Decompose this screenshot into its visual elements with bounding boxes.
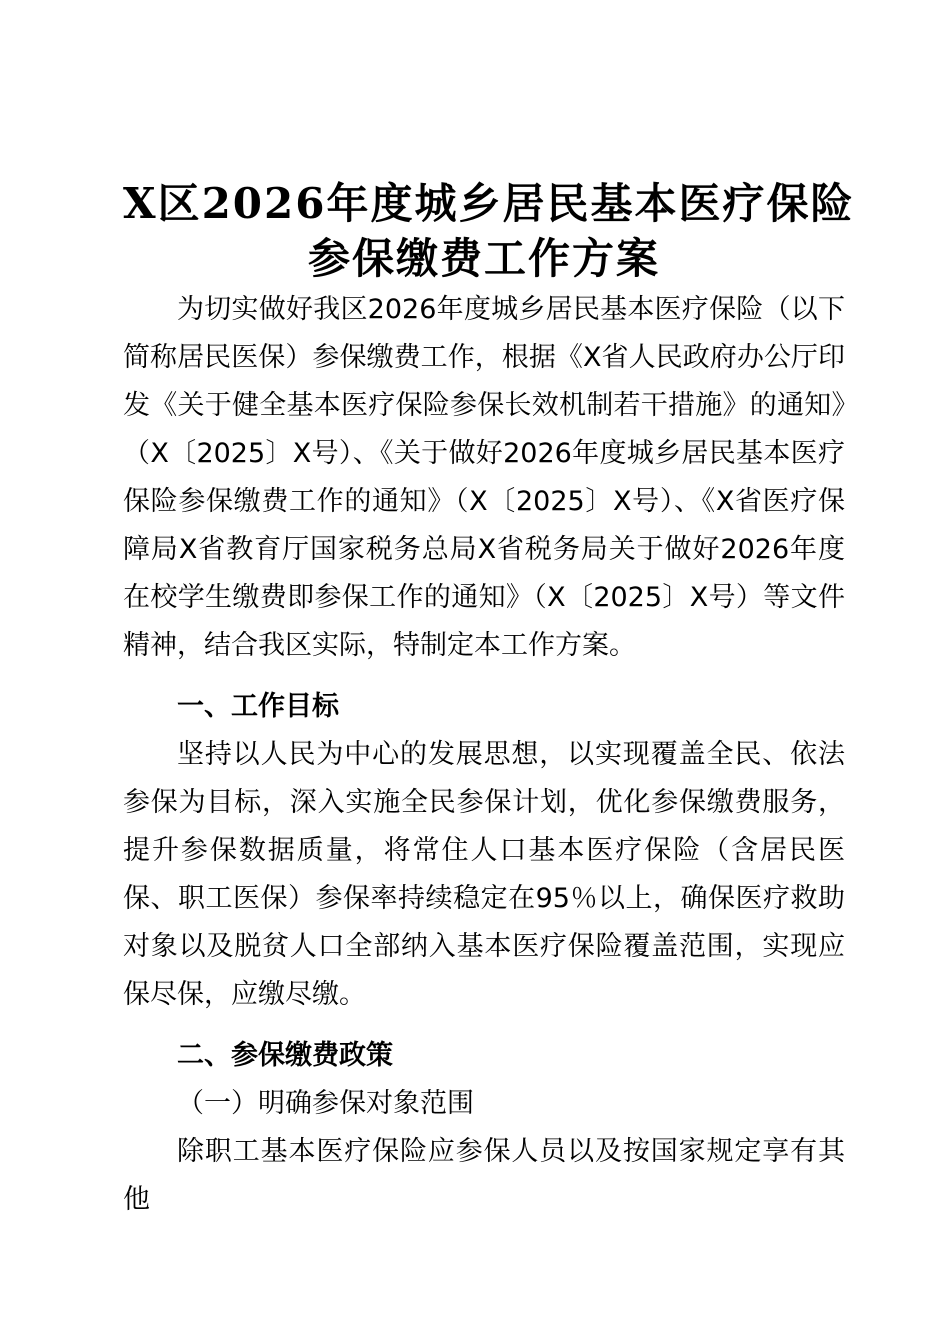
document-title-line-1: X区2026年度城乡居民基本医疗保险 [123, 179, 855, 228]
document-title [123, 176, 855, 286]
section-2-subsection-1-paragraph: 除职工基本医疗保险应参保人员以及按国家规定享有其他 [123, 1136, 845, 1215]
section-2-subsection-1-heading: （一）明确参保对象范围 [177, 1088, 474, 1119]
intro-paragraph: 为切实做好我区2026年度城乡居民基本医疗保险（以下简称居民医保）参保缴费工作，根据《X省人民政府办公厅印发《关于健全基本医疗保险参保长效机制若干措施》的通知》（X〔2025〕X号）、《关于做好2026年度城乡居民基本医疗保险参保缴费工作的通知》（X〔2025〕X号）、《X省医疗保障局X省教育厅国家税务总局X省税务局关于做好2026年度在校学生缴费即参保工作的通知》（X〔2025〕X号）等文件精神，结合我区实际，特制定本工作方案。 [123, 294, 845, 661]
section-2-heading: 二、参保缴费政策 [177, 1040, 393, 1071]
section-1-paragraph: 坚持以人民为中心的发展思想，以实现覆盖全民、依法参保为目标，深入实施全民参保计划，优化参保缴费服务，提升参保数据质量，将常住人口基本医疗保险（含居民医保、职工医保）参保率持续稳定在95％以上，确保医疗救助对象以及脱贫人口全部纳入基本医疗保险覆盖范围，实现应保尽保，应缴尽缴。 [123, 739, 845, 1010]
document-title-line-2: 参保缴费工作方案 [307, 234, 660, 283]
section-1-heading: 一、工作目标 [177, 691, 339, 722]
